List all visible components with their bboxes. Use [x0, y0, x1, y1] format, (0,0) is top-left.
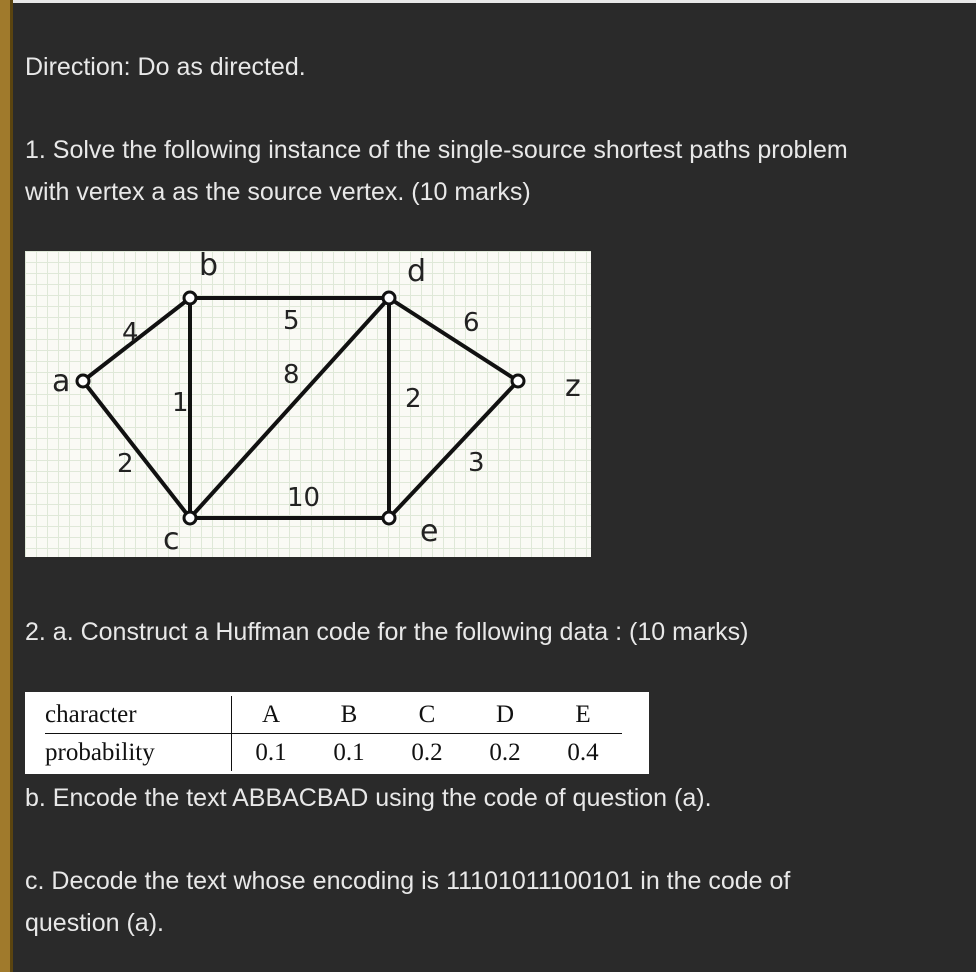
table-row-probabilities [45, 734, 622, 772]
edge-weight-e-z: 3 [468, 448, 485, 478]
vertex-label-b: b [199, 251, 219, 283]
vertex-label-e: e [420, 514, 439, 549]
vertex-label-c: c [163, 522, 180, 557]
vertex-a [77, 375, 89, 387]
edge-weight-a-b: 4 [122, 318, 139, 348]
question-2a-text: 2. a. Construct a Huffman code for the following data : (10 marks) [25, 618, 749, 646]
table-cell: A [232, 696, 311, 734]
table-cell: 0.4 [567, 738, 599, 766]
left-accent-bar [0, 0, 10, 972]
row-label-character: character [45, 696, 232, 734]
table-cell: B [310, 696, 388, 734]
table-cell: 0.1 [255, 738, 287, 766]
table-cell: E [544, 696, 622, 734]
direction-text: Direction: Do as directed. [25, 53, 306, 81]
top-rule [8, 0, 976, 3]
table-cell: 0.2 [489, 738, 521, 766]
question-2b-text: b. Encode the text ABBACBAD using the code of question (a). [25, 784, 712, 812]
question-2c-line-1: c. Decode the text whose encoding is 11101011100101 in the code of [25, 867, 791, 895]
vertex-e [383, 512, 395, 524]
edge-weight-a-c: 2 [117, 449, 134, 479]
edge-weight-d-e: 2 [405, 384, 422, 414]
edge-weight-d-z: 6 [463, 308, 480, 338]
question-1-line-1: 1. Solve the following instance of the single-source shortest paths problem [25, 136, 848, 164]
vertex-d [383, 292, 395, 304]
vertex-b [184, 292, 196, 304]
edge-weight-b-c: 1 [172, 388, 189, 418]
graph-figure [25, 251, 591, 557]
left-accent-bar-shadow [10, 0, 13, 972]
edge-weight-b-d: 5 [283, 306, 300, 336]
edge-weight-c-e: 10 [287, 483, 321, 513]
vertex-z [512, 375, 524, 387]
table-cell: 0.1 [333, 738, 365, 766]
huffman-table [45, 696, 622, 771]
table-cell: C [388, 696, 466, 734]
row-label-probability: probability [45, 734, 232, 772]
vertex-label-z: z [565, 369, 581, 404]
table-cell: 0.2 [411, 738, 443, 766]
question-1-line-2: with vertex a as the source vertex. (10 marks) [25, 178, 531, 206]
graph-svg [25, 251, 591, 557]
vertex-c [184, 512, 196, 524]
table-cell: D [466, 696, 544, 734]
edge-d-z [389, 298, 518, 381]
question-2c-line-2: question (a). [25, 909, 164, 937]
huffman-table-card [25, 692, 649, 774]
vertex-label-d: d [407, 254, 427, 289]
vertex-label-a: a [52, 364, 71, 399]
edge-weight-c-d: 8 [283, 360, 300, 390]
table-row-characters [45, 696, 622, 734]
